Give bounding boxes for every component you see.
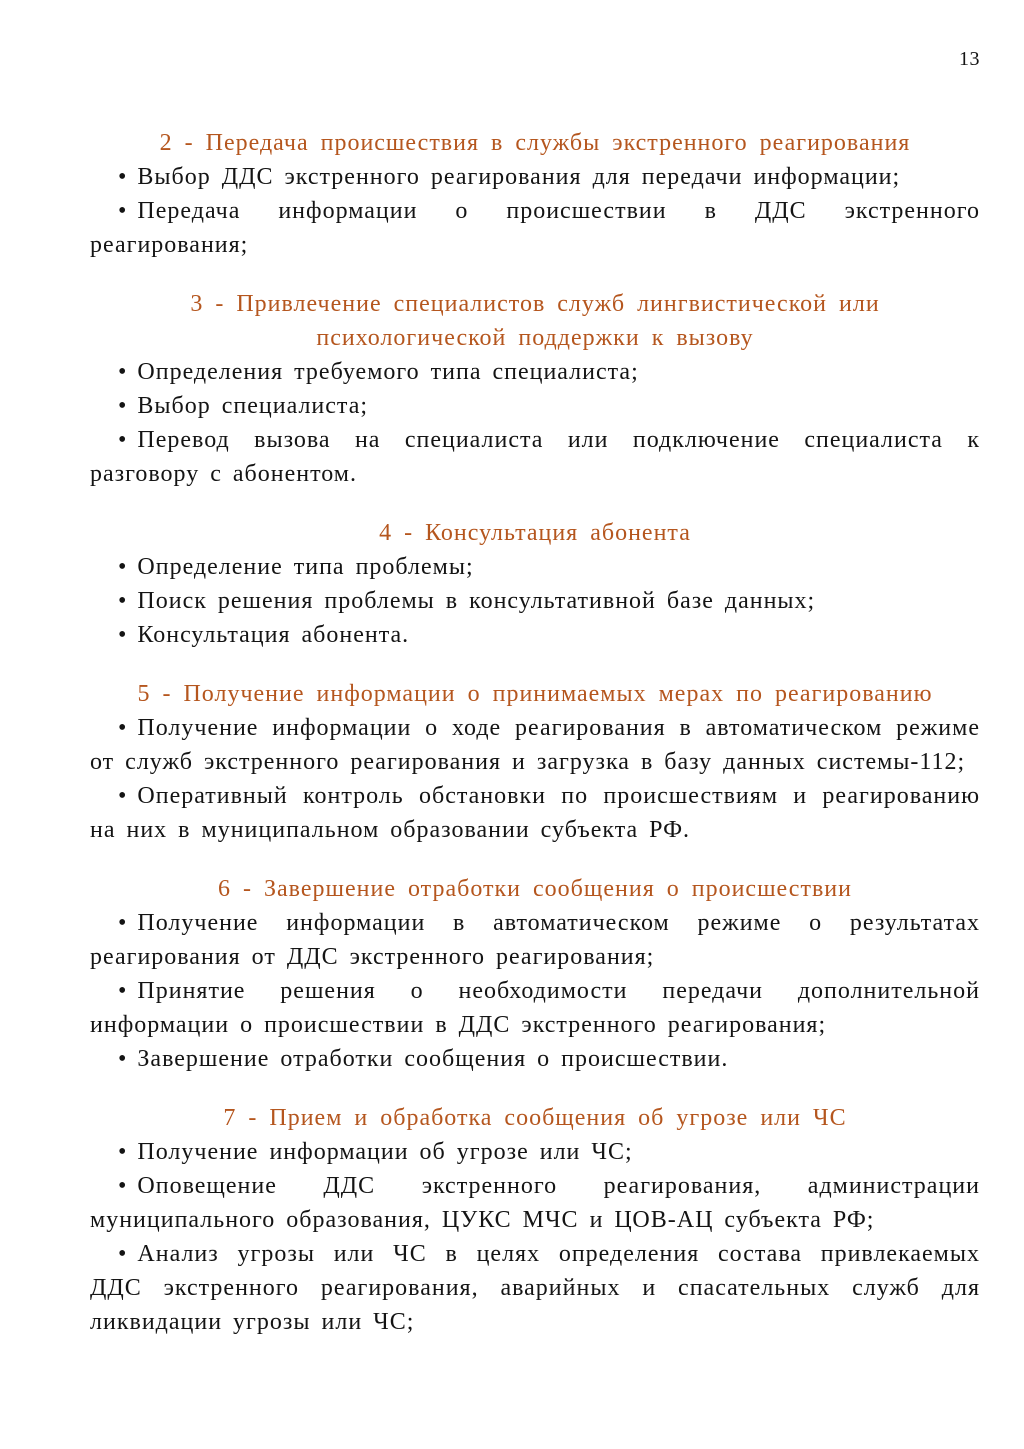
bullet-text: Принятие решения о необходимости передачи дополнительной информации о происшествии в ДДС экстренного реагирования; [90,978,980,1038]
bullet-item [90,160,980,194]
bullet-text: Оповещение ДДС экстренного реагирования, администрации муниципального образования, ЦУКС МЧС и ЦОВ-АЦ субъекта РФ; [90,1173,980,1233]
section-6-completion [90,872,980,1076]
section-5-response-info [90,677,980,847]
bullet-item [90,389,980,423]
bullet-text: Поиск решения проблемы в консультативной базе данных; [137,588,816,614]
section-4-consultation [90,516,980,652]
bullet-text: Перевод вызова на специалиста или подключение специалиста к разговору с абонентом. [90,427,980,487]
section-2-transfer-incident [90,126,980,262]
section-3-specialists [90,287,980,491]
section-heading: 7 - Прием и обработка сообщения об угрозе или ЧС [223,1105,847,1131]
bullet-marker: • [118,1139,128,1165]
bullet-item [90,779,980,847]
bullet-item [90,584,980,618]
bullet-text: Передача информации о происшествии в ДДС экстренного реагирования; [90,198,980,258]
bullet-marker: • [118,1241,128,1267]
bullet-item [90,1169,980,1237]
bullet-text: Определения требуемого типа специалиста; [137,359,639,385]
bullet-text: Консультация абонента. [137,622,410,648]
bullet-marker: • [118,359,128,385]
section-heading: 2 - Передача происшествия в службы экстренного реагирования [159,130,911,156]
bullet-item [90,618,980,652]
bullet-marker: • [118,427,128,453]
bullet-text: Получение информации об угрозе или ЧС; [137,1139,633,1165]
bullet-text: Выбор специалиста; [137,393,369,419]
bullet-marker: • [118,1173,128,1199]
bullet-item [90,1042,980,1076]
bullet-marker: • [118,783,128,809]
bullet-text: Завершение отработки сообщения о происшествии. [137,1046,729,1072]
bullet-item [90,711,980,779]
bullet-item [90,906,980,974]
section-heading: 5 - Получение информации о принимаемых мерах по реагированию [137,681,933,707]
bullet-marker: • [118,164,128,190]
page-number: 13 [959,48,980,70]
section-7-threat-message [90,1101,980,1339]
bullet-text: Определение типа проблемы; [137,554,474,580]
section-heading: 6 - Завершение отработки сообщения о происшествии [218,876,852,902]
bullet-marker: • [118,1046,128,1072]
bullet-marker: • [118,978,128,1004]
bullet-marker: • [118,198,128,224]
bullet-text: Анализ угрозы или ЧС в целях определения состава привлекаемых ДДС экстренного реагирования, аварийных и спасательных служб для ликвидации угрозы или ЧС; [90,1241,980,1335]
bullet-item [90,974,980,1042]
bullet-item [90,1135,980,1169]
section-heading: 4 - Консультация абонента [379,520,691,546]
bullet-text: Получение информации в автоматическом режиме о результатах реагирования от ДДС экстренного реагирования; [90,910,980,970]
bullet-marker: • [118,393,128,419]
section-heading: 3 - Привлечение специалистов служб лингвистической или психологической поддержки к вызову [190,291,880,351]
bullet-marker: • [118,715,128,741]
bullet-marker: • [118,554,128,580]
bullet-item [90,550,980,584]
bullet-marker: • [118,588,128,614]
bullet-item [90,355,980,389]
bullet-marker: • [118,622,128,648]
bullet-item [90,423,980,491]
bullet-text: Оперативный контроль обстановки по происшествиям и реагированию на них в муниципальном образовании субъекта РФ. [90,783,980,843]
bullet-item [90,1237,980,1339]
bullet-marker: • [118,910,128,936]
bullet-item [90,194,980,262]
bullet-text: Получение информации о ходе реагирования в автоматическом режиме от служб экстренного реагирования и загрузка в базу данных системы-112; [90,715,980,775]
bullet-text: Выбор ДДС экстренного реагирования для передачи информации; [137,164,901,190]
